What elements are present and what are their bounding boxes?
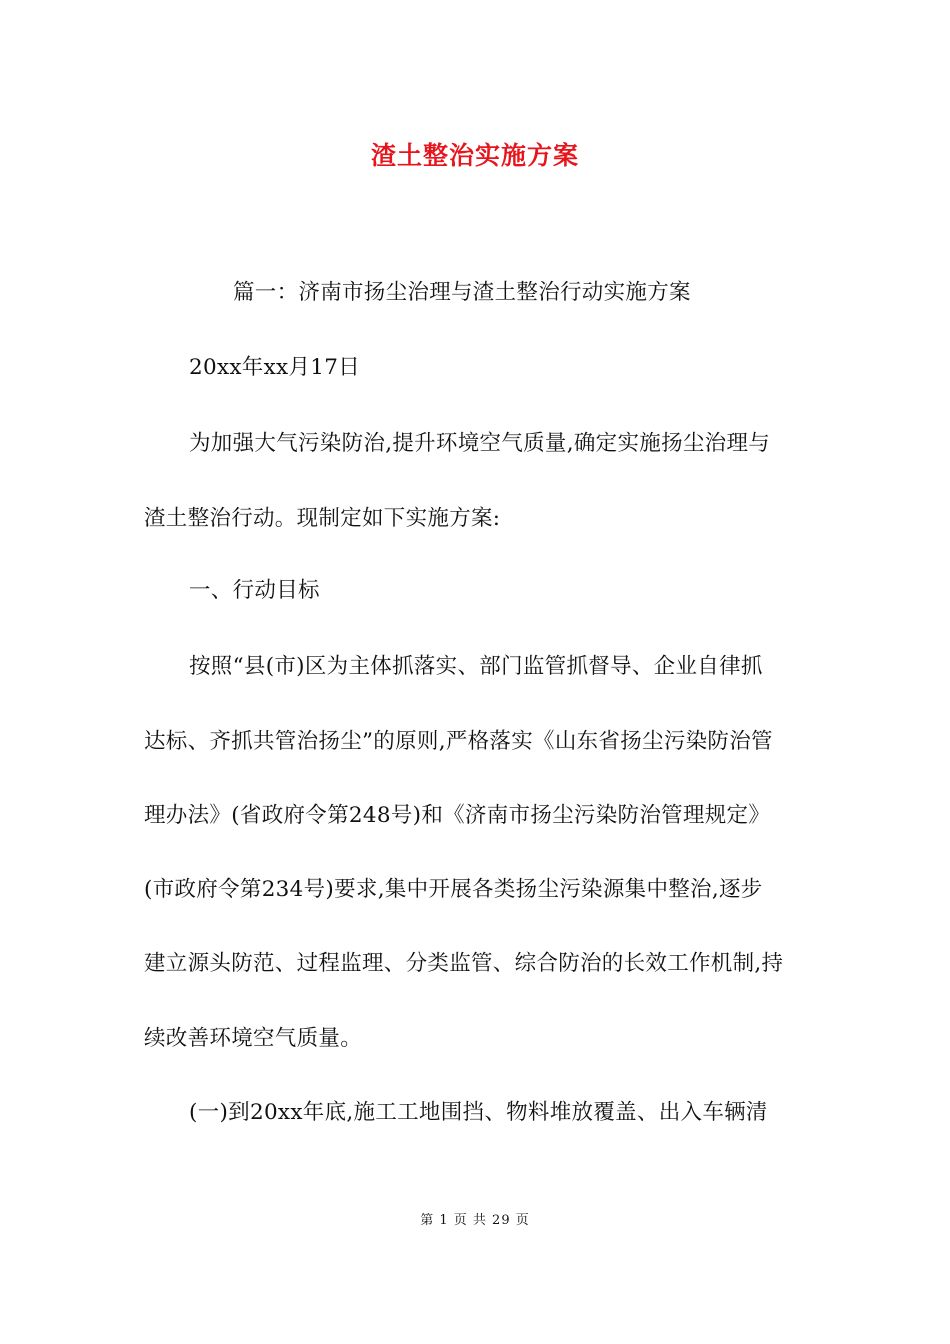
- paragraph-line: (一)到20xx年底,施工工地围挡、物料堆放覆盖、出入车辆清: [189, 1100, 768, 1125]
- page-title: 渣土整治实施方案: [370, 141, 579, 170]
- page-number-footer: 第 1 页 共 29 页: [420, 1213, 530, 1228]
- paragraph-line: 续改善环境空气质量。: [144, 1026, 363, 1051]
- paragraph-line: 达标、齐抓共管治扬尘”的原则,严格落实《山东省扬尘污染防治管: [144, 729, 773, 754]
- article-subtitle: 篇一：济南市扬尘治理与渣土整治行动实施方案: [233, 280, 691, 305]
- paragraph-line: 建立源头防范、过程监理、分类监管、综合防治的长效工作机制,持: [144, 951, 784, 976]
- paragraph-line: 为加强大气污染防治,提升环境空气质量,确定实施扬尘治理与: [189, 431, 771, 456]
- paragraph-line: 按照“县(市)区为主体抓落实、部门监管抓督导、企业自律抓: [189, 654, 763, 679]
- paragraph-line: 渣土整治行动。现制定如下实施方案:: [144, 506, 501, 531]
- article-date: 20xx年xx月17日: [189, 355, 361, 380]
- section-heading: 一、行动目标: [189, 578, 320, 603]
- paragraph-line: 理办法》(省政府令第248号)和《济南市扬尘污染防治管理规定》: [144, 803, 771, 828]
- paragraph-line: (市政府令第234号)要求,集中开展各类扬尘污染源集中整治,逐步: [144, 877, 763, 902]
